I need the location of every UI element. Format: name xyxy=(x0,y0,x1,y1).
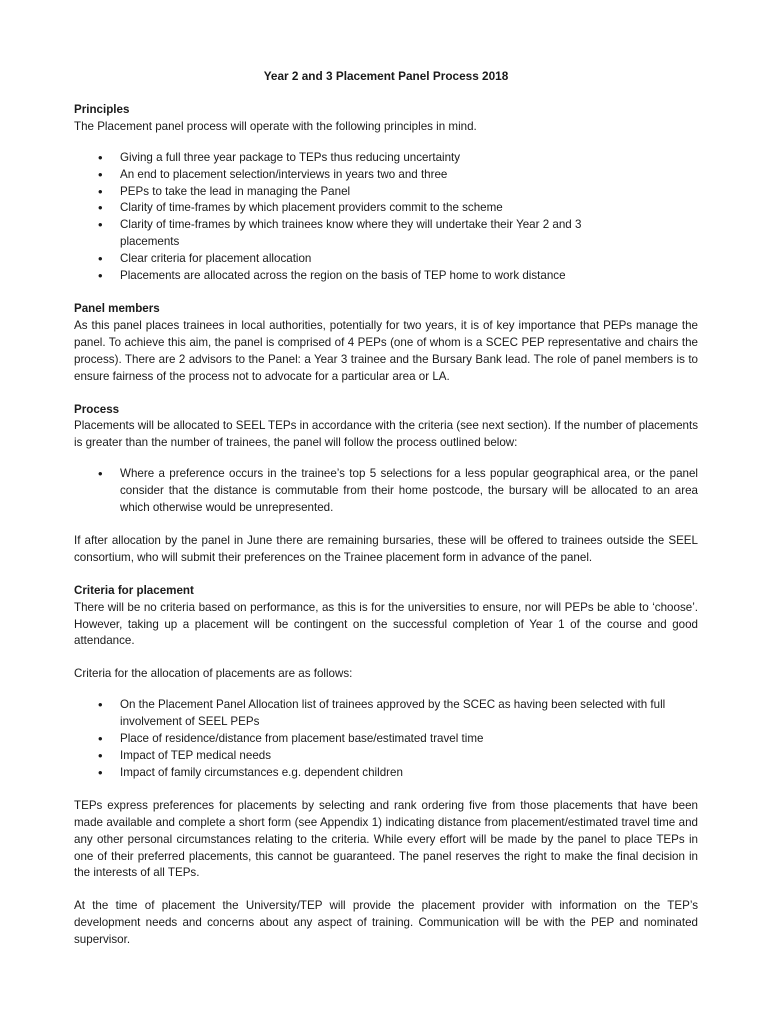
criteria-item: • Impact of TEP medical needs xyxy=(74,748,698,765)
principles-intro: The Placement panel process will operate with the following principles in mind. xyxy=(74,119,477,133)
process-after: If after allocation by the panel in June there are remaining bursaries, these will be offered to trainees outside the SEEL consortium, who will submit their preferences on the Trainee placement form in advance of the panel. xyxy=(74,533,698,564)
principles-item: • Placements are allocated across the region on the basis of TEP home to work distance xyxy=(74,268,698,285)
principles-item: • Clarity of time-frames by which trainees know where they will undertake their Year 2 and 3 placements xyxy=(74,217,698,251)
criteria-preferences: TEPs express preferences for placements by selecting and rank ordering five from those placements that have been made available and complete a short form (see Appendix 1) indicating distance from placement/estimated travel time and any other personal circumstances relating to the criteria. While every effort will be made by the panel to place TEPs in one of their preferred placements, this cannot be guaranteed. The panel reserves the right to make the final decision in the interests of all TEPs. xyxy=(74,798,698,880)
criteria-time-of-placement: At the time of placement the University/TEP will provide the placement provider with information on the TEP’s development needs and concerns about any aspect of training. Communication will be with the PEP and nominated supervisor. xyxy=(74,899,698,947)
criteria-list-wrap xyxy=(74,697,698,782)
principles-item: • Clarity of time-frames by which placement providers commit to the scheme xyxy=(74,200,698,217)
criteria-heading: Criteria for placement xyxy=(74,583,194,597)
document-title: Year 2 and 3 Placement Panel Process 2018 xyxy=(263,69,509,83)
document-page xyxy=(74,68,698,949)
process-heading: Process xyxy=(74,402,120,416)
criteria-item: • Impact of family circumstances e.g. dependent children xyxy=(74,765,698,782)
criteria-list xyxy=(74,697,698,782)
principles-item: • PEPs to take the lead in managing the Panel xyxy=(74,184,698,201)
principles-item: • Giving a full three year package to TEPs thus reducing uncertainty xyxy=(74,150,698,167)
panel-members-heading: Panel members xyxy=(74,301,160,315)
criteria-item: • On the Placement Panel Allocation list of trainees approved by the SCEC as having been selected with full involvement of SEEL PEPs xyxy=(74,697,698,731)
principles-heading: Principles xyxy=(74,102,130,116)
criteria-item: • Place of residence/distance from placement base/estimated travel time xyxy=(74,731,698,748)
criteria-body: There will be no criteria based on performance, as this is for the universities to ensure, nor will PEPs be able to ‘choose’. However, taking up a placement will be contingent on the successful completion of Year 1 of the course and good attendance. xyxy=(74,600,698,648)
principles-item: • Clear criteria for placement allocation xyxy=(74,251,698,268)
process-item: • Where a preference occurs in the trainee’s top 5 selections for a less popular geographical area, or the panel consider that the distance is commutable from their home postcode, the bursary will be allocated to an area which otherwise would be unrepresented. xyxy=(74,466,698,517)
process-list xyxy=(74,466,698,517)
principles-list xyxy=(74,150,698,285)
process-list-wrap xyxy=(74,466,698,517)
panel-members-body: As this panel places trainees in local authorities, potentially for two years, it is of key importance that PEPs manage the panel. To achieve this aim, the panel is comprised of 4 PEPs (one of whom is a SCEC PEP representative and chairs the process). There are 2 advisors to the Panel: a Year 3 trainee and the Bursary Bank lead. The role of panel members is to ensure fairness of the process not to advocate for a particular area or LA. xyxy=(74,318,698,383)
principles-item: • An end to placement selection/interviews in years two and three xyxy=(74,167,698,184)
principles-list-wrap xyxy=(74,150,698,285)
process-intro: Placements will be allocated to SEEL TEPs in accordance with the criteria (see next section). If the number of placements is greater than the number of trainees, the panel will follow the process outlined below: xyxy=(74,419,698,450)
criteria-list-intro: Criteria for the allocation of placements are as follows: xyxy=(74,667,353,681)
